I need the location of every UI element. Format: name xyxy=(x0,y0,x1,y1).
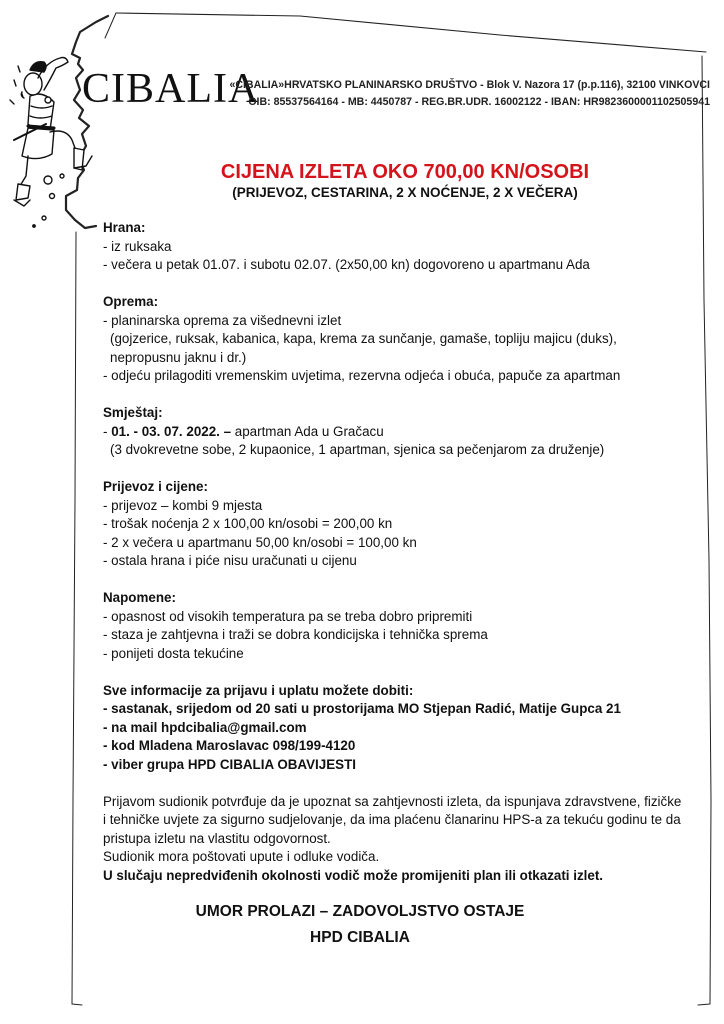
org-address-line: «CIBALIA»HRVATSKO PLANINARSKO DRUŠTVO - Blok V. Nazora 17 (p.p.116), 32100 VINKOVCI xyxy=(229,79,710,91)
document-body xyxy=(103,219,683,904)
list-item: - trošak noćenja 2 x 100,00 kn/osobi = 200,00 kn xyxy=(103,516,393,531)
paragraph-line: pristupa izletu na vlastitu odgovornost. xyxy=(103,830,331,846)
list-item: - odjeću prilagoditi vremenskim uvjetima, rezervna odjeća i obuća, papuče za apartman xyxy=(103,368,621,383)
price-title: CIJENA IZLETA OKO 700,00 KN/OSOBI xyxy=(220,161,590,183)
climber-illustration xyxy=(10,58,92,228)
section-hrana xyxy=(103,219,683,275)
dash: - xyxy=(103,423,112,439)
list-item-continuation: (3 dvokrevetne sobe, 2 kupaonice, 1 apartman, sjenica sa pečenjarom za druženje) xyxy=(110,442,605,457)
paragraph-line: Prijavom sudionik potvrđuje da je upoznat sa zahtjevnosti izleta, da ispunjava zdravstvene, fizičke xyxy=(103,793,682,809)
list-item-continuation: (gojzerice, ruksak, kabanica, kapa, krema za sunčanje, gamaše, topliju majicu (duks), xyxy=(110,331,617,346)
footer-signature: HPD CIBALIA xyxy=(310,929,410,946)
stay-location: apartman Ada u Gračacu xyxy=(231,423,384,439)
list-item: - opasnost od visokih temperatura pa se treba dobro pripremiti xyxy=(103,608,473,624)
section-informacije xyxy=(103,682,683,775)
section-napomene xyxy=(103,589,683,663)
paragraph-line: i tehničke uvjete za sigurno sudjelovanje, da ima plaćenu članarinu HPS-a za tekuću godinu te da xyxy=(103,812,681,827)
contact-email: - na mail hpdcibalia@gmail.com xyxy=(103,719,307,735)
list-item: - večera u petak 01.07. i subotu 02.07. (2x50,00 kn) dogovoreno u apartmanu Ada xyxy=(103,257,590,272)
list-item: - sastanak, srijedom od 20 sati u prostorijama MO Stjepan Radić, Matije Gupca 21 xyxy=(103,701,621,716)
list-item: - iz ruksaka xyxy=(103,238,172,254)
list-item: - planinarska oprema za višednevni izlet xyxy=(103,312,342,328)
section-prijava xyxy=(103,793,683,886)
section-heading: Prijevoz i cijene: xyxy=(103,479,208,494)
org-header xyxy=(228,77,710,111)
logo-wordmark: CIBALIA xyxy=(82,66,260,112)
paragraph-line: Sudionik mora poštovati upute i odluke vodiča. xyxy=(103,849,380,864)
list-item: - staza je zahtjevna i traži se dobra kondicijska i tehnička sprema xyxy=(103,627,488,642)
section-heading: Smještaj: xyxy=(103,405,163,420)
org-id-line: OIB: 85537564164 - MB: 4450787 - REG.BR.UDR. 16002122 - IBAN: HR9823600001102505941 xyxy=(248,96,710,108)
warning-line: U slučaju nepredviđenih okolnosti vodič može promijeniti plan ili otkazati izlet. xyxy=(103,867,603,883)
list-item: - ostala hrana i piće nisu uračunati u cijenu xyxy=(103,553,357,568)
list-item-continuation: nepropusnu jaknu i dr.) xyxy=(110,349,247,365)
section-oprema xyxy=(103,293,683,386)
section-heading: Oprema: xyxy=(103,294,159,309)
section-prijevoz xyxy=(103,478,683,571)
list-item: - 2 x večera u apartmanu 50,00 kn/osobi = 100,00 kn xyxy=(103,534,417,550)
section-heading: Sve informacije za prijavu i uplatu možete dobiti: xyxy=(103,682,414,698)
price-subtitle: (PRIJEVOZ, CESTARINA, 2 X NOĆENJE, 2 X VEČERA) xyxy=(232,185,578,200)
stay-dates: 01. - 03. 07. 2022. – xyxy=(111,423,232,439)
section-heading: Hrana: xyxy=(103,220,146,235)
contact-phone: - kod Mladena Maroslavac 098/199-4120 xyxy=(103,738,356,753)
footer-motto: UMOR PROLAZI – ZADOVOLJSTVO OSTAJE xyxy=(195,903,525,920)
list-item xyxy=(103,423,683,442)
section-heading: Napomene: xyxy=(103,590,176,605)
list-item: - prijevoz – kombi 9 mjesta xyxy=(103,497,263,513)
list-item: - viber grupa HPD CIBALIA OBAVIJESTI xyxy=(103,756,356,772)
list-item: - ponijeti dosta tekućine xyxy=(103,645,244,661)
section-smjestaj xyxy=(103,404,683,460)
